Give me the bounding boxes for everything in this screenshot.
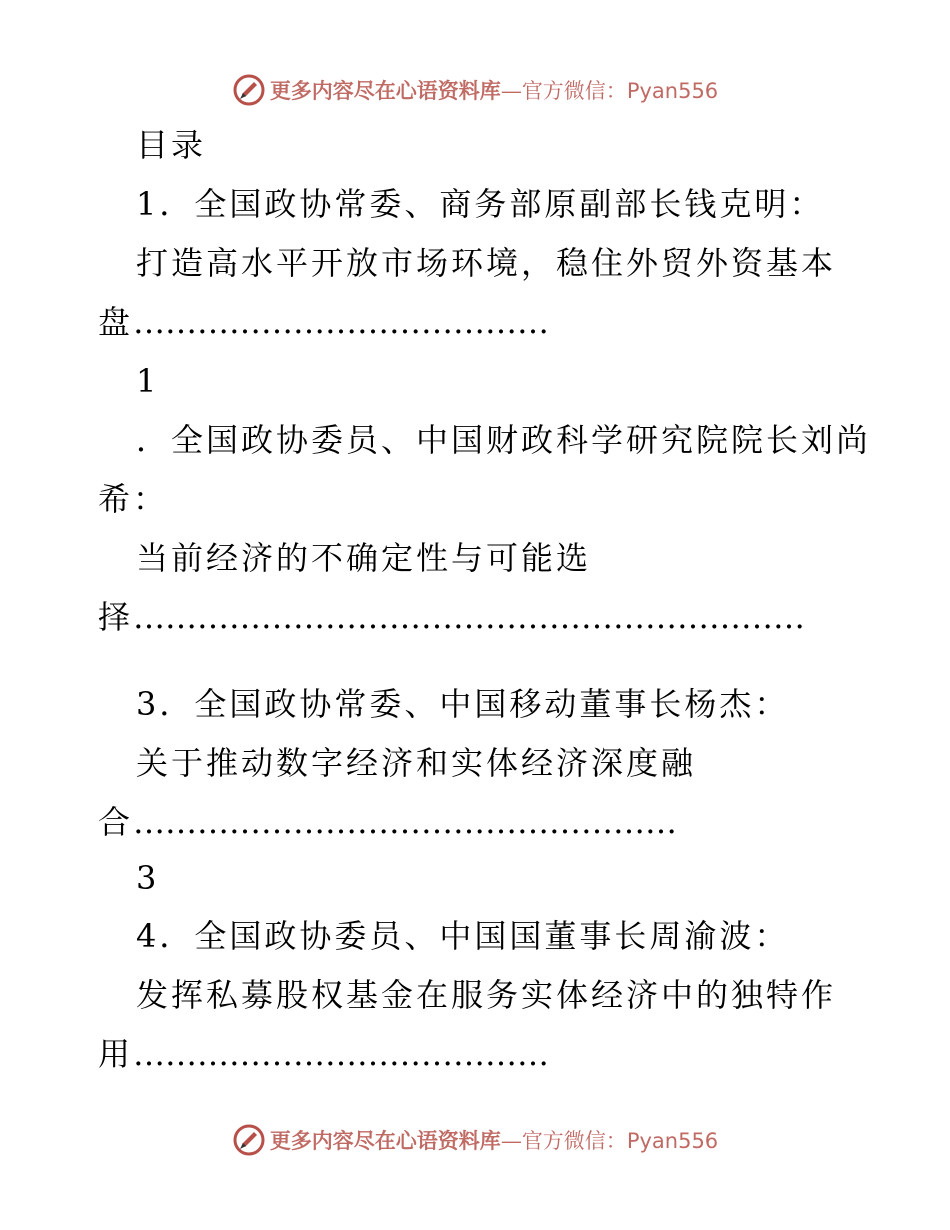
toc-entry-2-title: ．全国政协委员、中国财政科学研究院院长刘尚 [136,421,872,459]
toc-entry-3-subtitle: 关于推动数字经济和实体经济深度融 [136,744,697,782]
toc-entry-2-wrap: 择 [98,598,134,636]
toc-entry-1-dots: ………………………………… [133,303,550,341]
logo-icon [232,73,266,107]
banner-wechat-label: 官方微信： [521,79,627,103]
toc-entry-3-page: 3 [136,859,160,897]
toc-entry-2-title-wrap: 希： [98,480,169,518]
toc-entry-3-dots: …………………………………………… [133,803,678,841]
toc-entry-4-leader [98,1034,549,1074]
header-banner [0,70,950,110]
toc-entry-1-subtitle: 打造高水平开放市场环境，稳住外贸外资基本 [136,244,837,282]
toc-entry-3-wrap: 合 [98,803,134,841]
banner-text [270,75,718,105]
footer-banner [0,1120,950,1160]
banner-wechat-label: 官方微信： [521,1129,627,1153]
toc-entry-4-dots: ………………………………… [133,1035,550,1073]
banner-separator: — [500,79,522,103]
logo-icon [232,1123,266,1157]
toc-entry-4-wrap: 用 [98,1035,134,1073]
toc-entry-2-dots: ……………………………………………………… [133,598,806,636]
toc-entry-1-wrap: 盘 [98,303,134,341]
toc-entry-2-leader [98,597,805,637]
toc-heading: 目录 [136,126,207,164]
toc-entry-4-subtitle: 发挥私募股权基金在服务实体经济中的独特作 [136,976,837,1014]
banner-wechat-id: Pyan556 [626,79,719,103]
toc-entry-3-leader [98,802,677,842]
toc-entry-2-subtitle: 当前经济的不确定性与可能选 [136,539,592,577]
toc-entry-1-leader [98,302,549,342]
toc-entry-4-title: 4．全国政协委员、中国国董事长周渝波： [136,917,790,955]
banner-wechat-id: Pyan556 [626,1129,719,1153]
banner-text [270,1125,718,1155]
banner-separator: — [500,1129,522,1153]
toc-entry-3-title: 3．全国政协常委、中国移动董事长杨杰： [136,685,790,723]
banner-main-text: 更多内容尽在心语资料库 [269,1128,501,1153]
toc-entry-1-title: 1．全国政协常委、商务部原副部长钱克明： [136,185,825,223]
toc-entry-1-page: 1 [136,362,160,400]
banner-main-text: 更多内容尽在心语资料库 [269,78,501,103]
